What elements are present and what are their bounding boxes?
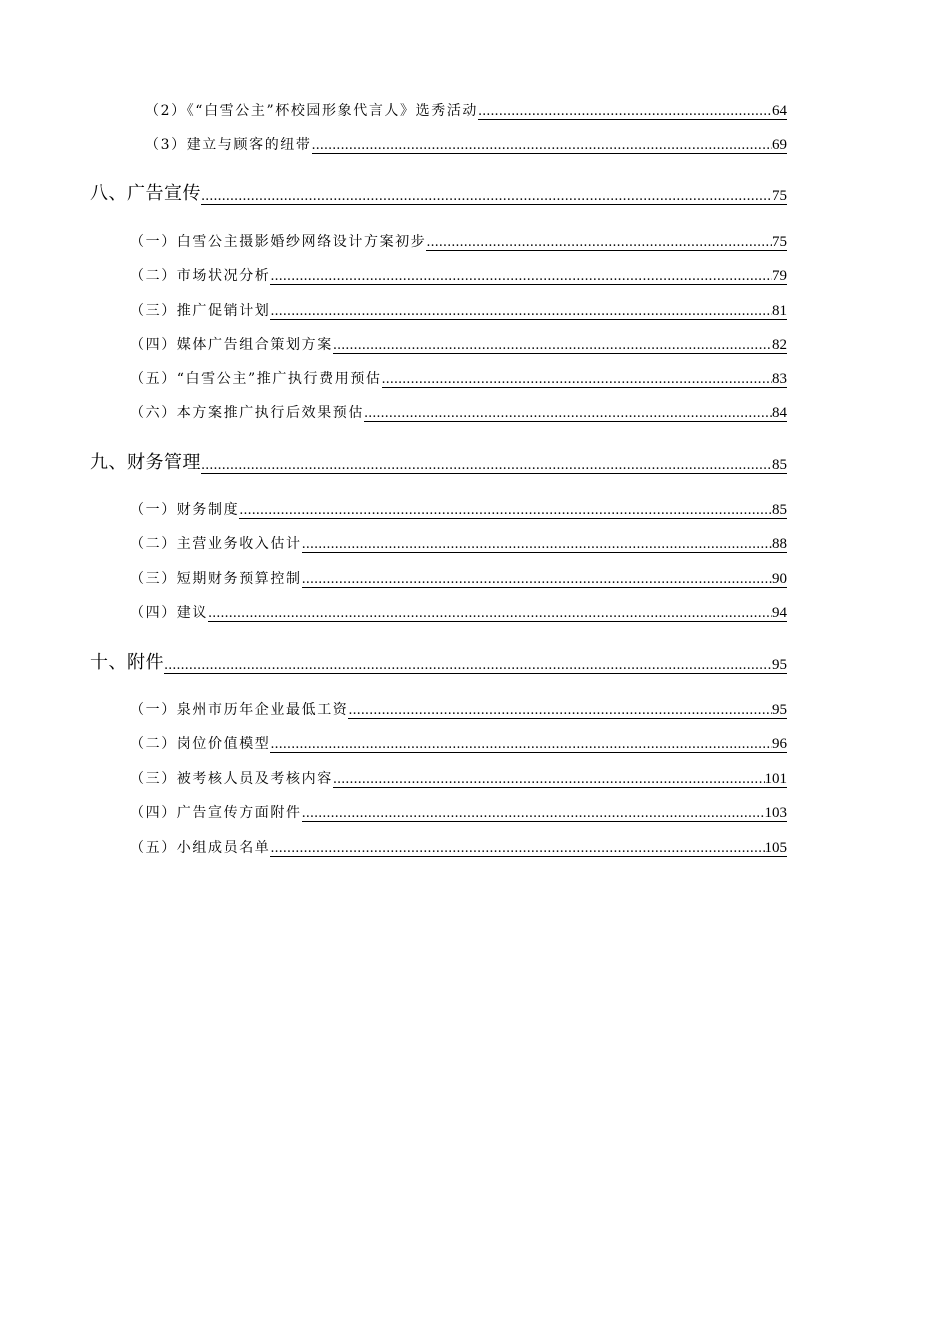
toc-entry-label: （四）广告宣传方面附件 [130,805,302,821]
toc-entry[interactable] [130,267,787,285]
toc-entry-label: （四）媒体广告组合策划方案 [130,337,333,353]
toc-page-number: 105 [764,840,787,856]
leader-dots [164,659,772,674]
toc-page-number: 95 [772,702,787,718]
toc-entry[interactable] [130,770,787,788]
toc-chapter-label: 八、广告宣传 [90,183,201,204]
leader-dots [270,305,772,320]
toc-entry-label: （一）白雪公主摄影婚纱网络设计方案初步 [130,234,427,250]
toc-entry-label: （二）主营业务收入估计 [130,536,302,552]
toc-entry[interactable] [130,233,787,251]
leader-dots [312,139,772,154]
leader-dots [333,773,765,788]
toc-page-number: 82 [772,337,787,353]
toc-entry[interactable] [130,839,787,857]
leader-dots [270,270,772,285]
toc-entry-label: （四）建议 [130,605,208,621]
toc-entry[interactable] [130,804,787,822]
toc-chapter-label: 十、附件 [90,652,164,673]
toc-entry-label: （五）小组成员名单 [130,840,271,856]
leader-dots [382,373,772,388]
leader-dots [201,190,772,205]
leader-dots [239,504,772,519]
toc-entry-label: （五）“白雪公主”推广执行费用预估 [130,371,382,387]
toc-page-number: 75 [772,188,787,204]
toc-entry-label: （三）短期财务预算控制 [130,571,302,587]
toc-entry-label: （一）财务制度 [130,502,240,518]
toc-page-number: 96 [772,736,787,752]
toc-page-number: 69 [772,137,787,153]
toc-entry-label: （3）建立与顾客的纽带 [145,137,312,153]
toc-page-number: 85 [772,457,787,473]
toc-entry-label: （二）市场状况分析 [130,268,271,284]
toc-entry[interactable] [130,701,787,719]
toc-entry[interactable] [130,570,787,588]
toc-entry-label: （六）本方案推广执行后效果预估 [130,405,364,421]
toc-entry[interactable] [130,604,787,622]
leader-dots [270,842,764,857]
toc-entry[interactable] [130,535,787,553]
toc-chapter-label: 九、财务管理 [90,452,201,473]
toc-page-number: 83 [772,371,787,387]
toc-entry-label: （三）被考核人员及考核内容 [130,771,333,787]
toc-entry-label: （一）泉州市历年企业最低工资 [130,702,349,718]
leader-dots [208,607,772,622]
toc-page-number: 90 [772,571,787,587]
toc-page-number: 94 [772,605,787,621]
toc-chapter[interactable] [90,183,787,205]
toc-page-number: 95 [772,657,787,673]
toc-entry[interactable] [130,302,787,320]
leader-dots [364,407,772,422]
toc-entry[interactable] [130,735,787,753]
toc-page-number: 103 [764,805,787,821]
leader-dots [302,538,772,553]
toc-entry-label: （二）岗位价值模型 [130,736,271,752]
toc-entry[interactable] [130,370,787,388]
toc-entry[interactable] [130,404,787,422]
leader-dots [302,573,772,588]
leader-dots [302,807,765,822]
leader-dots [333,339,772,354]
toc-entry[interactable] [130,501,787,519]
toc-page-number: 85 [772,502,787,518]
toc-chapter[interactable] [90,652,787,674]
leader-dots [270,738,772,753]
toc-page-number: 88 [772,536,787,552]
toc-page-number: 84 [772,405,787,421]
toc-chapter[interactable] [90,452,787,474]
toc-entry-label: （三）推广促销计划 [130,303,271,319]
toc-page-number: 81 [772,303,787,319]
toc-entry-label: （2）《“白雪公主”杯校园形象代言人》选秀活动 [145,103,479,119]
toc-page-number: 75 [772,234,787,250]
leader-dots [426,236,772,251]
leader-dots [348,704,772,719]
toc-entry[interactable] [145,102,787,120]
toc-page-number: 79 [772,268,787,284]
toc-entry[interactable] [130,336,787,354]
toc-entry[interactable] [145,136,787,154]
leader-dots [201,459,772,474]
leader-dots [478,105,772,120]
toc-page-number: 101 [764,771,787,787]
toc-page-number: 64 [772,103,787,119]
